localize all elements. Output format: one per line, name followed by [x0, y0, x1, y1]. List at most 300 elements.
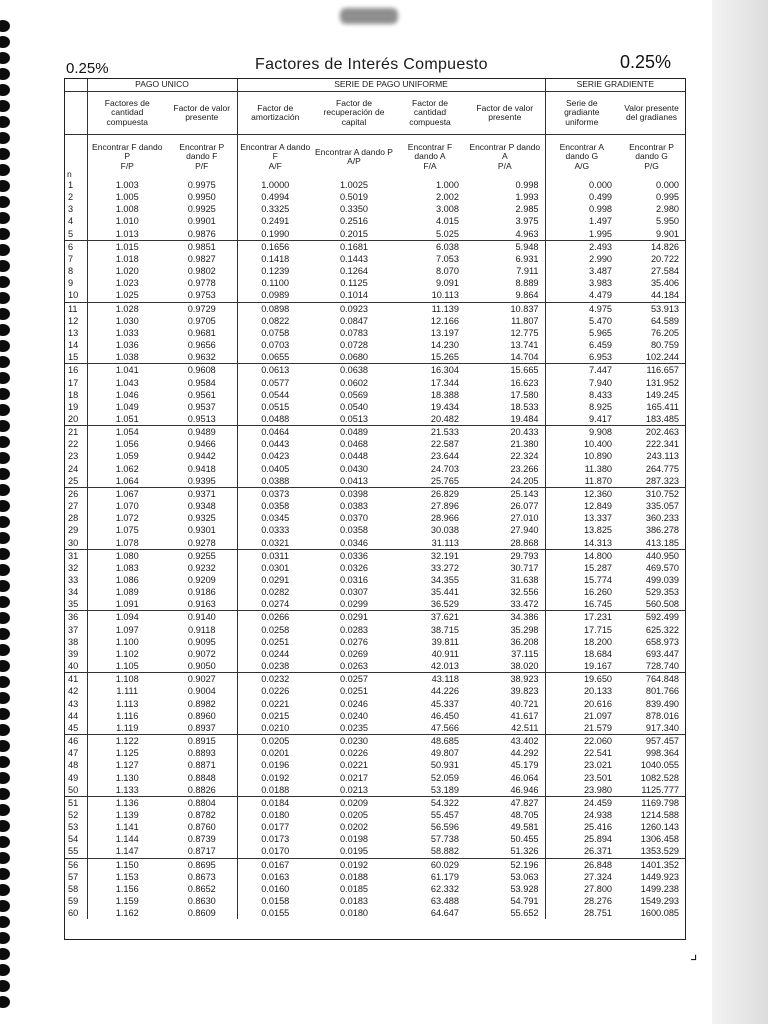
cell-af: 0.0544	[237, 389, 313, 401]
cell-pa: 47.827	[465, 796, 545, 809]
n-name-spacer	[65, 92, 87, 135]
cell-ag: 28.276	[545, 895, 618, 907]
cell-ap: 0.0923	[313, 302, 395, 315]
cell-pf: 0.9632	[187, 352, 216, 363]
binder-hole	[0, 676, 10, 688]
cell-n: 18	[68, 389, 79, 400]
cell-fp: 1.089	[87, 586, 167, 598]
table-row	[65, 339, 685, 351]
cell-pa: 49.581	[510, 822, 539, 833]
cell-pg: 957.457	[618, 735, 685, 748]
cell-pf: 0.9876	[187, 228, 216, 239]
cell-pa: 22.324	[510, 451, 539, 462]
cell-ap: 0.0847	[339, 315, 369, 326]
binder-hole	[0, 276, 10, 288]
cell-fa: 20.482	[430, 413, 459, 424]
cell-fa: 11.139	[395, 302, 465, 315]
cell-n: 28	[68, 513, 79, 524]
cell-fa: 56.596	[430, 822, 459, 833]
cell-fa: 23.644	[430, 451, 459, 462]
cell-n: 29	[68, 525, 79, 536]
cell-ap: 0.0358	[339, 525, 369, 536]
cell-ap: 0.0202	[339, 822, 369, 833]
cell-fa: 36.529	[430, 599, 459, 610]
cell-af: 0.0184	[237, 796, 313, 809]
cell-af: 0.0311	[237, 549, 313, 562]
cell-fa: 3.008	[436, 204, 459, 215]
table-row	[65, 574, 685, 586]
cell-af: 0.0758	[237, 327, 313, 339]
cell-af: 0.0232	[237, 673, 313, 686]
cell-af: 0.0464	[237, 426, 313, 439]
col-find-fp-text: Encontrar F dando P	[92, 141, 163, 162]
cell-fa: 17.344	[430, 377, 459, 388]
cell-ap: 0.1443	[339, 253, 369, 264]
cell-ag: 1.995	[545, 228, 618, 241]
cell-fp: 1.036	[87, 339, 167, 351]
binder-hole	[0, 52, 10, 64]
binder-hole	[0, 388, 10, 400]
cell-ap: 0.0263	[339, 661, 369, 672]
cell-pg: 165.411	[646, 401, 680, 412]
cell-af: 0.0244	[237, 648, 313, 660]
cell-ag: 6.459	[545, 339, 618, 351]
cell-n: 41	[65, 673, 87, 686]
cell-n: 27	[68, 501, 79, 512]
cell-ag: 7.447	[545, 364, 618, 377]
cell-pa: 39.823	[510, 686, 539, 697]
table-row	[65, 228, 685, 241]
cell-af: 0.0163	[237, 871, 313, 883]
cell-pf: 0.9561	[187, 389, 216, 400]
cell-ap: 0.0183	[339, 896, 369, 907]
cell-ag: 16.745	[545, 598, 618, 611]
binder-hole	[0, 36, 10, 48]
cell-ap: 0.0235	[339, 722, 369, 733]
cell-pf: 0.9255	[167, 549, 237, 562]
cell-ag: 19.167	[545, 660, 618, 673]
cell-pa: 0.998	[515, 180, 539, 191]
cell-n: 20	[68, 413, 79, 424]
cell-ag: 21.579	[545, 722, 618, 735]
cell-n: 16	[65, 364, 87, 377]
binder-hole	[0, 900, 10, 912]
cell-ag: 25.894	[545, 833, 618, 845]
cell-ap: 0.0195	[339, 846, 369, 857]
cell-pa: 13.741	[510, 340, 539, 351]
cell-fa: 14.230	[430, 340, 459, 351]
cell-n: 38	[68, 636, 79, 647]
cell-fp: 1.080	[87, 549, 167, 562]
interest-rate-right: 0.25%	[620, 52, 672, 72]
cell-ap: 0.0188	[339, 871, 369, 882]
cell-n: 56	[65, 858, 87, 871]
cell-pg: 764.848	[618, 673, 685, 686]
cell-ag: 17.715	[545, 624, 618, 636]
cell-pa: 46.064	[510, 772, 539, 783]
cell-pf: 0.9232	[187, 562, 216, 573]
col-symbol-fa: F/A	[423, 160, 437, 171]
cell-ag: 26.848	[545, 858, 618, 871]
cell-pa: 38.923	[465, 673, 545, 686]
cell-ap: 0.1125	[340, 278, 368, 289]
binder-hole	[0, 596, 10, 608]
binder-hole	[0, 452, 10, 464]
cell-af: 0.0388	[237, 475, 313, 488]
cell-af: 0.0655	[237, 351, 313, 364]
cell-pf: 0.9118	[188, 624, 216, 635]
binder-hole	[0, 436, 10, 448]
cell-fp: 1.162	[87, 907, 167, 919]
cell-pf: 0.9395	[187, 475, 216, 486]
cell-ag: 4.975	[545, 302, 618, 315]
cell-af: 0.0989	[237, 289, 313, 302]
cell-fp: 1.113	[87, 698, 167, 710]
cell-pg: 693.447	[645, 648, 680, 659]
cell-fp: 1.156	[87, 883, 167, 895]
cell-fp: 1.059	[87, 450, 167, 462]
col-name-ag: Serie de gradiante uniforme	[545, 92, 618, 135]
cell-fa: 62.332	[430, 883, 459, 894]
cell-pg: 243.113	[646, 451, 680, 462]
cell-pg: 413.185	[645, 537, 680, 548]
binder-hole	[0, 20, 10, 32]
cell-ag: 14.313	[545, 537, 618, 550]
cell-ap: 0.0257	[313, 673, 395, 686]
table-row	[65, 784, 685, 797]
cell-ap: 0.0370	[339, 513, 369, 524]
cell-fa: 18.388	[430, 389, 459, 400]
table-row	[65, 487, 685, 500]
cell-fa: 6.038	[395, 240, 465, 253]
cell-pa: 28.868	[510, 537, 539, 548]
cell-pf: 0.9851	[167, 240, 237, 253]
cell-ag: 10.890	[545, 450, 618, 462]
cell-fp: 1.023	[87, 277, 167, 289]
cell-ap: 0.1014	[339, 290, 369, 301]
cell-pf: 0.8717	[187, 846, 216, 857]
cell-af: 0.0291	[237, 574, 313, 586]
cell-pf: 0.8960	[187, 710, 216, 721]
col-find-pf-text: Encontrar P dando F	[179, 141, 225, 162]
table-row	[65, 648, 685, 660]
cell-pg: 116.657	[618, 364, 685, 377]
cell-pg: 76.205	[650, 327, 680, 338]
cell-ap: 0.0180	[339, 908, 369, 919]
cell-n: 10	[68, 290, 79, 301]
group-pago-unico: PAGO UNICO	[87, 79, 237, 92]
cell-fp: 1.010	[87, 215, 167, 227]
cell-fa: 38.715	[430, 624, 459, 635]
cell-fa: 55.457	[430, 809, 459, 820]
table-row	[65, 450, 685, 462]
cell-n: 51	[65, 796, 87, 809]
cell-n: 33	[68, 575, 79, 586]
table-row	[65, 413, 685, 426]
cell-ap: 0.1681	[313, 240, 395, 253]
table-row	[65, 524, 685, 536]
cell-pa: 9.864	[515, 290, 539, 301]
col-name-af: Factor de amortización	[237, 92, 313, 135]
cell-ap: 0.0185	[339, 883, 369, 894]
cell-fa: 60.029	[395, 858, 465, 871]
cell-ag: 0.998	[545, 203, 618, 215]
table-row	[65, 549, 685, 562]
cell-fa: 40.911	[431, 648, 459, 659]
cell-pa: 14.704	[510, 352, 539, 363]
cell-pg: 728.740	[645, 661, 680, 672]
cell-pg: 310.752	[618, 487, 685, 500]
cell-af: 0.0266	[237, 611, 313, 624]
cell-af: 0.0238	[237, 660, 313, 673]
cell-af: 0.0822	[237, 315, 313, 327]
cell-fa: 50.931	[430, 760, 459, 771]
binder-hole	[0, 212, 10, 224]
cell-fp: 1.030	[87, 315, 167, 327]
cell-pa: 31.638	[510, 575, 539, 586]
binder-hole	[0, 612, 10, 624]
col-symbol-ap: A/P	[347, 156, 361, 166]
cell-pf: 0.8760	[187, 822, 216, 833]
cell-n: 54	[68, 834, 79, 845]
cell-af: 0.0155	[237, 907, 313, 919]
factor-table-frame	[64, 78, 686, 940]
cell-pa: 27.010	[510, 513, 539, 524]
cell-pa: 6.931	[515, 253, 539, 264]
cell-n: 24	[68, 463, 79, 474]
cell-n: 36	[65, 611, 87, 624]
table-row	[65, 772, 685, 784]
table-row	[65, 660, 685, 673]
cell-pg: 1401.352	[618, 858, 685, 871]
cell-fp: 1.108	[87, 673, 167, 686]
cell-pf: 0.9418	[187, 463, 216, 474]
table-row	[65, 598, 685, 611]
cell-pf: 0.9705	[187, 315, 216, 326]
table-row	[65, 475, 685, 488]
cell-pf: 0.9925	[187, 204, 216, 215]
cell-ap: 0.0326	[339, 562, 369, 573]
cell-af: 0.0321	[237, 537, 313, 550]
cell-fp: 1.075	[87, 524, 167, 536]
cell-fp: 1.013	[87, 228, 167, 241]
cell-n: 4	[68, 216, 74, 227]
col-find-pa	[465, 135, 545, 180]
cell-af: 0.1100	[237, 277, 313, 289]
cell-fa: 44.226	[430, 686, 459, 697]
binder-hole	[0, 740, 10, 752]
table-row	[65, 364, 685, 377]
cell-af: 0.0373	[237, 487, 313, 500]
cell-n: 40	[68, 661, 79, 672]
cell-ap: 0.0276	[339, 636, 369, 647]
cell-af: 0.1418	[237, 253, 313, 265]
cell-ap: 0.0251	[339, 686, 369, 697]
cell-pa: 2.985	[515, 204, 539, 215]
cell-ag: 9.417	[545, 413, 618, 426]
cell-pf: 0.8695	[167, 858, 237, 871]
table-row	[65, 735, 685, 748]
cell-pf: 0.9050	[187, 661, 216, 672]
cell-n: 43	[68, 698, 79, 709]
factor-table	[65, 79, 685, 919]
cell-pa: 19.484	[510, 413, 539, 424]
col-name-pf: Factor de valor presente	[173, 102, 231, 122]
cell-fp: 1.100	[87, 636, 167, 648]
cell-pa: 35.298	[510, 624, 539, 635]
cell-pg: 264.775	[645, 463, 680, 474]
cell-ap: 0.0569	[339, 389, 369, 400]
cell-ap: 0.0468	[339, 439, 369, 450]
cell-ap: 0.0346	[339, 537, 369, 548]
cell-pf: 0.8982	[187, 698, 216, 709]
n-column-label: n	[65, 135, 87, 180]
col-symbol-pf: P/F	[195, 160, 209, 171]
cell-pg: 1499.238	[640, 883, 680, 894]
col-symbol-fp: F/P	[120, 160, 134, 171]
binder-hole	[0, 724, 10, 736]
cell-ag: 5.470	[545, 315, 618, 327]
cell-ag: 11.870	[545, 475, 618, 488]
cell-ap: 0.0307	[339, 587, 369, 598]
binder-hole	[0, 884, 10, 896]
table-row	[65, 389, 685, 401]
cell-n: 25	[68, 475, 79, 486]
cell-af: 0.0703	[237, 339, 313, 351]
cell-n: 22	[68, 439, 79, 450]
cell-pf: 0.9584	[187, 377, 216, 388]
cell-fp: 1.008	[87, 203, 167, 215]
cell-pg: 1125.777	[641, 784, 680, 795]
cell-pa: 30.717	[510, 562, 539, 573]
cell-ag: 21.097	[545, 710, 618, 722]
cell-pf: 0.9163	[187, 599, 216, 610]
binder-hole	[0, 932, 10, 944]
table-row	[65, 809, 685, 821]
table-row	[65, 438, 685, 450]
cell-ag: 12.360	[545, 487, 618, 500]
cell-pf: 0.9778	[187, 278, 216, 289]
cell-pa: 38.020	[510, 661, 539, 672]
binder-hole	[0, 228, 10, 240]
cell-af: 0.0192	[237, 772, 313, 784]
binder-hole	[0, 996, 10, 1008]
cell-ap: 0.0299	[339, 599, 369, 610]
cell-pf: 0.9608	[167, 364, 237, 377]
cell-fa: 61.179	[430, 871, 459, 882]
cell-pf: 0.8826	[187, 784, 216, 795]
cell-fp: 1.136	[87, 796, 167, 809]
cell-fp: 1.141	[87, 821, 167, 833]
cell-fa: 45.337	[430, 698, 459, 709]
binder-hole	[0, 708, 10, 720]
cell-af: 0.0515	[237, 401, 313, 413]
cell-pa: 21.380	[510, 439, 539, 450]
cell-pg: 287.323	[645, 475, 680, 486]
table-row	[65, 698, 685, 710]
cell-ag: 13.337	[545, 512, 618, 524]
cell-pa: 3.975	[515, 216, 539, 227]
cell-fa: 39.811	[431, 636, 459, 647]
cell-ag: 0.499	[545, 191, 618, 203]
cell-pf: 0.9442	[187, 451, 216, 462]
cell-af: 0.0301	[237, 562, 313, 574]
cell-n: 49	[68, 772, 79, 783]
cell-ap: 0.1264	[339, 266, 369, 277]
cell-n: 2	[68, 192, 74, 203]
cell-pg: 1549.293	[640, 896, 680, 907]
cell-fp: 1.062	[87, 463, 167, 475]
cell-n: 30	[68, 537, 79, 548]
cell-fp: 1.003	[87, 179, 167, 191]
cell-pf: 0.8915	[167, 735, 237, 748]
cell-n: 12	[68, 315, 79, 326]
col-symbol-pg: P/G	[644, 160, 659, 171]
cell-af: 0.0188	[237, 784, 313, 797]
cell-ap: 0.0413	[339, 475, 369, 486]
cell-ap: 0.0291	[313, 611, 395, 624]
cell-pg: 1169.798	[618, 796, 685, 809]
cell-ap: 0.0783	[339, 327, 369, 338]
col-find-pa-text: Encontrar P dando A	[469, 141, 541, 162]
cell-fp: 1.102	[87, 648, 167, 660]
cell-pg: 44.184	[650, 290, 680, 301]
binder-hole	[0, 660, 10, 672]
col-find-ag-text: Encontrar A dando G	[559, 141, 604, 162]
binder-hole	[0, 404, 10, 416]
cell-pg: 592.499	[618, 611, 685, 624]
cell-fp: 1.125	[87, 747, 167, 759]
table-row	[65, 907, 685, 919]
cell-ag: 24.459	[545, 796, 618, 809]
cell-pf: 0.9802	[187, 266, 216, 277]
cell-fp: 1.015	[87, 240, 167, 253]
table-row	[65, 833, 685, 845]
cell-fp: 1.018	[87, 253, 167, 265]
cell-pg: 1306.458	[640, 834, 680, 845]
cell-pa: 36.208	[510, 636, 539, 647]
cell-pg: 14.826	[618, 240, 685, 253]
cell-fa: 21.533	[395, 426, 465, 439]
cell-af: 0.0221	[237, 698, 313, 710]
cell-fp: 1.139	[87, 809, 167, 821]
col-find-fa-text: Encontrar F dando A	[407, 141, 453, 162]
cell-n: 9	[68, 278, 74, 289]
table-row	[65, 685, 685, 697]
cell-pf: 0.9140	[167, 611, 237, 624]
cell-pa: 5.948	[465, 240, 545, 253]
binder-hole	[0, 244, 10, 256]
cell-n: 6	[65, 240, 87, 253]
cell-pa: 37.115	[511, 648, 539, 659]
binder-hole	[0, 68, 10, 80]
cell-ag: 2.990	[545, 253, 618, 265]
cell-n: 34	[68, 587, 79, 598]
cell-ap: 0.0638	[313, 364, 395, 377]
cell-af: 1.0000	[237, 179, 313, 191]
table-row	[65, 179, 685, 191]
cell-pg: 560.508	[645, 599, 680, 610]
cell-pa: 33.472	[510, 599, 539, 610]
cell-fp: 1.033	[87, 327, 167, 339]
cell-n: 26	[65, 487, 87, 500]
cell-pf: 0.9753	[187, 290, 216, 301]
table-row	[65, 240, 685, 253]
binder-hole	[0, 868, 10, 880]
cell-ap: 0.0205	[339, 809, 369, 820]
cell-fp: 1.094	[87, 611, 167, 624]
binder-hole	[0, 692, 10, 704]
